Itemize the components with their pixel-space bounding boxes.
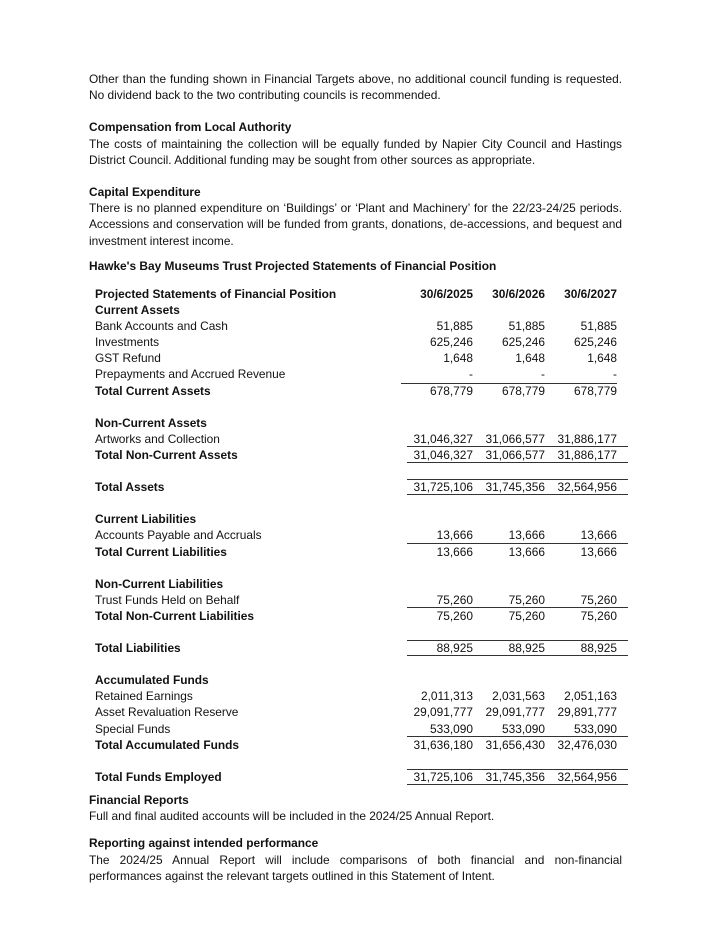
table-row: GST Refund 1,648 1,648 1,648 <box>95 351 617 366</box>
table-row: Special Funds 533,090 533,090 533,090 <box>95 721 625 737</box>
reporting-paragraph: The 2024/25 Annual Report will include comparisons of both financial and non-financial performances against the relevant targets outlined in this Statement of Intent. <box>89 852 622 883</box>
section-heading: Accumulated Funds <box>95 673 209 688</box>
capex-heading: Capital Expenditure <box>89 185 201 200</box>
reporting-heading: Reporting against intended performance <box>89 836 319 851</box>
section-heading: Current Assets <box>95 303 180 318</box>
table-row: Trust Funds Held on Behalf 75,260 75,260 75,260 <box>95 592 625 608</box>
total-row: Total Non-Current Assets 31,046,327 31,066,577 31,886,177 <box>95 447 625 463</box>
total-row: Total Current Liabilities 13,666 13,666 13,666 <box>95 544 617 559</box>
intro-paragraph: Other than the funding shown in Financial Targets above, no additional council funding is requested. No dividend back to the two contributing councils is recommended. <box>89 72 622 103</box>
column-header: 30/6/2025 <box>420 287 473 301</box>
table-row: Asset Revaluation Reserve 29,091,777 29,091,777 29,891,777 <box>95 705 617 720</box>
table-row: Accounts Payable and Accruals 13,666 13,666 13,666 <box>95 527 625 543</box>
table-row: Bank Accounts and Cash 51,885 51,885 51,885 <box>95 319 617 334</box>
header-label: Projected Statements of Financial Position <box>95 287 337 301</box>
total-row: Total Current Assets 678,779 678,779 678,779 <box>95 383 617 398</box>
table-row: Retained Earnings 2,011,313 2,031,563 2,051,163 <box>95 689 617 704</box>
capex-paragraph: There is no planned expenditure on ‘Buildings’ or ‘Plant and Machinery’ for the 22/23-24/25 periods. Accessions and conservation will be funded from grants, donations, de-accessions, and bequest and investment interest income. <box>89 201 622 248</box>
column-header: 30/6/2026 <box>492 287 545 301</box>
financial-position-table <box>95 286 625 785</box>
total-row: Total Non-Current Liabilities 75,260 75,260 75,260 <box>95 608 617 623</box>
section-heading: Non-Current Assets <box>95 415 207 430</box>
statement-title: Hawke's Bay Museums Trust Projected Statements of Financial Position <box>89 259 497 273</box>
document-body <box>89 71 622 249</box>
table-row: Prepayments and Accrued Revenue - - - <box>95 366 625 382</box>
compensation-paragraph: The costs of maintaining the collection will be equally funded by Napier City Council and Hastings District Council. Additional funding may be sought from other sources as appropriate. <box>89 136 622 167</box>
table-row: Investments 625,246 625,246 625,246 <box>95 335 617 350</box>
column-header: 30/6/2027 <box>564 287 617 301</box>
financial-reports-paragraph: Full and final audited accounts will be included in the 2024/25 Annual Report. <box>89 809 495 824</box>
section-heading: Current Liabilities <box>95 512 197 527</box>
financial-reports-heading: Financial Reports <box>89 793 189 807</box>
table-row: Artworks and Collection 31,046,327 31,066,577 31,886,177 <box>95 431 625 447</box>
table-header-row <box>95 286 625 302</box>
document-tail <box>89 792 622 884</box>
compensation-heading: Compensation from Local Authority <box>89 120 292 135</box>
total-row: Total Accumulated Funds 31,636,180 31,656,430 32,476,030 <box>95 737 617 752</box>
total-funds-employed-row: Total Funds Employed 31,725,106 31,745,356 32,564,956 <box>95 769 625 785</box>
total-assets-row: Total Assets 31,725,106 31,745,356 32,564,956 <box>95 479 625 495</box>
section-heading: Non-Current Liabilities <box>95 576 224 591</box>
total-liabilities-row: Total Liabilities 88,925 88,925 88,925 <box>95 640 625 656</box>
